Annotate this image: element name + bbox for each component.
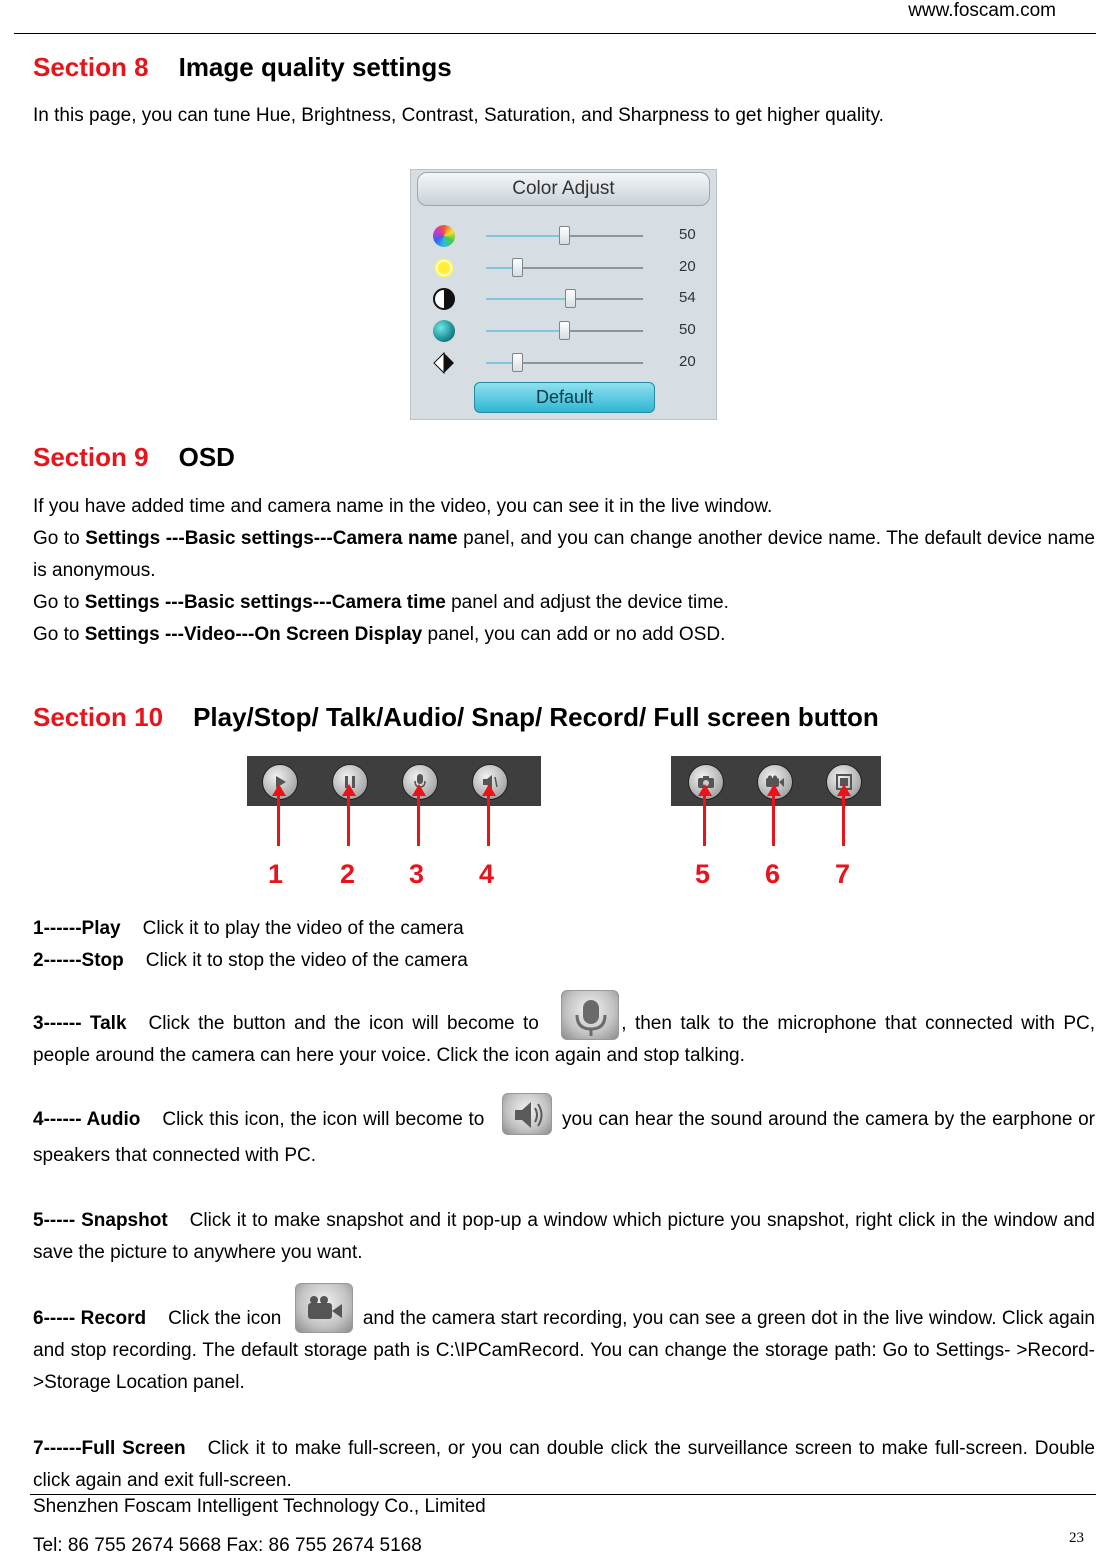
color-adjust-panel (410, 169, 717, 420)
section-8-intro: In this page, you can tune Hue, Brightness, Contrast, Saturation, and Sharpness to get higher quality. (33, 105, 884, 126)
color-adjust-title: Color Adjust (417, 172, 710, 206)
item-label: 7------Full Screen (33, 1438, 186, 1459)
text: Go to (33, 624, 85, 645)
menu-path: Settings ---Video---On Screen Display (84, 624, 423, 645)
item-label: 2------Stop (33, 950, 124, 971)
item-talk (33, 1008, 1095, 1072)
video-camera-icon (296, 1284, 354, 1334)
item-label: 6----- Record (33, 1308, 147, 1329)
sharpness-icon (433, 352, 455, 374)
site-url: www.foscam.com (908, 0, 1056, 21)
item-text: Click it to make snapshot and it pop-up a window which picture you snapshot, right click in the window and save the picture to anywhere you want. (33, 1210, 1095, 1263)
arrow-3 (417, 795, 420, 846)
arrow-1 (277, 795, 280, 846)
hue-row (411, 221, 718, 251)
brightness-row (411, 253, 718, 283)
item-text: Click it to play the video of the camera (142, 918, 464, 939)
record-active-icon (295, 1283, 353, 1333)
item-text: Click it to stop the video of the camera (145, 950, 468, 971)
footer-contact: Tel: 86 755 2674 5668 Fax: 86 755 2674 5168 (33, 1535, 422, 1556)
text: panel and adjust the device time. (445, 592, 729, 613)
item-label: 4------ Audio (33, 1109, 141, 1130)
arrow-6 (772, 795, 775, 846)
callout-number: 4 (479, 859, 495, 889)
item-snapshot (33, 1205, 1095, 1269)
menu-path: Settings ---Basic settings---Camera time (84, 592, 446, 613)
sharpness-value: 20 (679, 353, 696, 370)
section-8-heading (33, 52, 452, 83)
sharpness-row (411, 348, 718, 378)
item-record (33, 1303, 1095, 1399)
item-text: , then talk to the microphone that connected with PC, people around the camera can here your voice. Click the icon again and stop talking. (33, 1013, 1096, 1067)
callout-number: 5 (695, 859, 711, 889)
arrow-5 (703, 795, 706, 846)
brightness-icon (433, 257, 455, 279)
item-label: 1------Play (33, 918, 121, 939)
section-9-heading (33, 442, 235, 473)
brightness-slider-thumb[interactable] (512, 258, 523, 277)
brightness-value: 20 (679, 258, 696, 275)
slider-fill (486, 235, 564, 237)
section-title: Image quality settings (178, 52, 452, 82)
section-title: Play/Stop/ Talk/Audio/ Snap/ Record/ Full screen button (193, 702, 879, 732)
item-text: you can hear the sound around the camera by the earphone or speakers that connected with PC. (33, 1109, 1095, 1166)
hue-icon (433, 225, 455, 247)
item-text: and the camera start recording, you can see a green dot in the live window. Click again and stop recording. The default storage path is C:\IPCamRecord. You can change the storage path: Go to Settings- >Record->Storage Location panel. (33, 1308, 1095, 1393)
default-button[interactable]: Default (474, 382, 655, 413)
osd-line-4 (33, 619, 1095, 651)
item-text: Click this icon, the icon will become to (162, 1109, 485, 1130)
saturation-value: 50 (679, 321, 696, 338)
saturation-slider-thumb[interactable] (559, 321, 570, 340)
callout-number: 3 (409, 859, 425, 889)
section-title: OSD (178, 442, 235, 472)
callout-number: 2 (340, 859, 356, 889)
page-number: 23 (1069, 1530, 1084, 1546)
player-toolbar (247, 756, 541, 806)
osd-text (33, 491, 1095, 651)
callout-number: 6 (765, 859, 781, 889)
contrast-icon (433, 288, 455, 310)
osd-line-3 (33, 587, 1095, 619)
osd-line-2 (33, 523, 1095, 587)
item-text: Click it to make full-screen, or you can double click the surveillance screen to make full-screen. Double click again and exit full-screen. (33, 1438, 1095, 1491)
footer-company: Shenzhen Foscam Intelligent Technology Co., Limited (33, 1496, 486, 1517)
callout-number: 1 (268, 859, 284, 889)
header-divider (14, 33, 1096, 34)
section-number: Section 8 (33, 52, 149, 82)
section-10-heading (33, 702, 879, 733)
saturation-icon (433, 320, 455, 342)
microphone-icon (562, 991, 620, 1041)
arrow-7 (842, 795, 845, 846)
menu-path: Settings ---Basic settings---Camera name (85, 528, 458, 549)
saturation-row (411, 316, 718, 346)
section-number: Section 9 (33, 442, 149, 472)
speaker-active-icon (502, 1093, 552, 1135)
hue-value: 50 (679, 226, 696, 243)
item-stop (33, 945, 468, 977)
slider-fill (486, 298, 571, 300)
microphone-active-icon (561, 990, 619, 1040)
slider-fill (486, 330, 564, 332)
speaker-icon (503, 1094, 553, 1136)
footer-divider (30, 1494, 1096, 1495)
contrast-value: 54 (679, 289, 696, 306)
text: panel, and you can change another device name. The default device name is anonymous. (33, 528, 1095, 581)
item-label: 3------ Talk (33, 1013, 127, 1035)
text: Go to (33, 592, 85, 613)
text: Go to (33, 528, 86, 549)
section-number: Section 10 (33, 702, 164, 732)
contrast-row (411, 284, 718, 314)
text: panel, you can add or no add OSD. (422, 624, 726, 645)
arrow-2 (347, 795, 350, 846)
item-text: Click the icon (168, 1308, 282, 1329)
item-text: Click the button and the icon will become to (148, 1013, 539, 1035)
osd-line-1: If you have added time and camera name in the video, you can see it in the live window. (33, 496, 773, 517)
callout-number: 7 (835, 859, 851, 889)
hue-slider-thumb[interactable] (559, 226, 570, 245)
item-play (33, 913, 464, 945)
item-fullscreen (33, 1433, 1095, 1497)
sharpness-slider-thumb[interactable] (512, 353, 523, 372)
item-label: 5----- Snapshot (33, 1210, 168, 1231)
arrow-4 (487, 795, 490, 846)
item-audio (33, 1102, 1095, 1174)
contrast-slider-thumb[interactable] (565, 289, 576, 308)
